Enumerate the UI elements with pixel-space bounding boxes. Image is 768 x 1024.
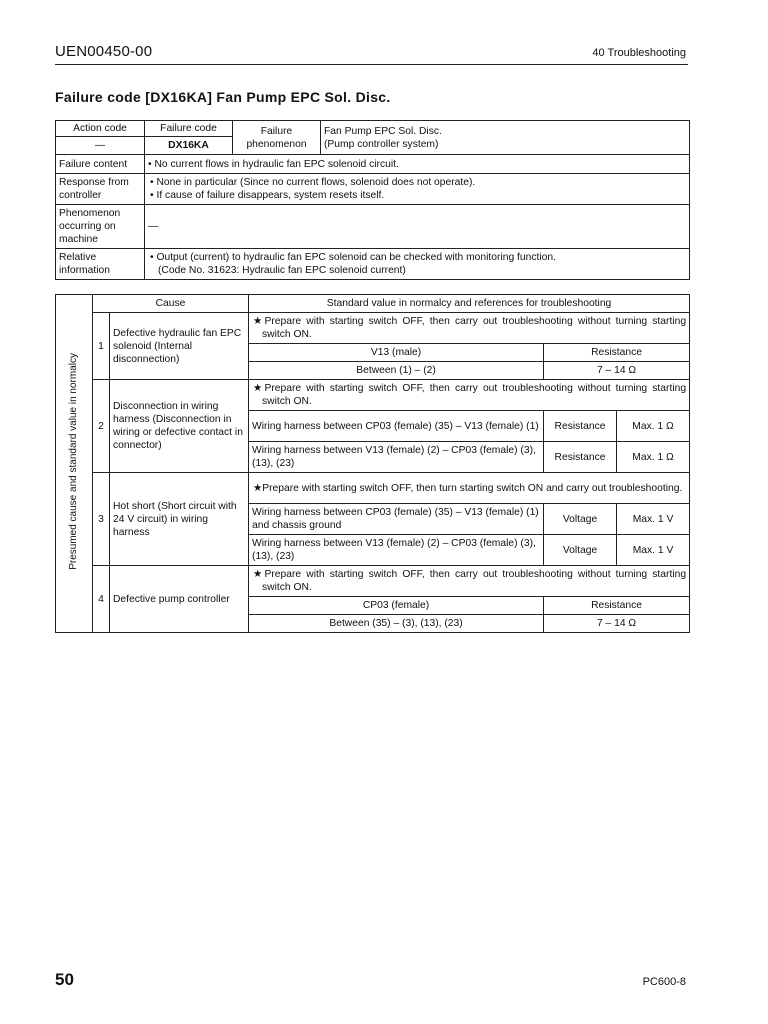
cause-description: Defective pump controller xyxy=(110,566,249,633)
relative-info-label: Relative information xyxy=(56,249,145,280)
check-item: Voltage xyxy=(544,504,617,535)
relative-line-1: • Output (current) to hydraulic fan EPC solenoid can be checked with monitoring function. xyxy=(150,252,556,263)
prep-note: ★Prepare with starting switch OFF, then carry out troubleshooting without turning starting switch ON. xyxy=(249,380,690,411)
failure-content-label: Failure content xyxy=(56,155,145,174)
standard-value: 7 – 14 Ω xyxy=(544,615,690,633)
header-rule xyxy=(55,64,688,65)
check-item: Resistance xyxy=(544,411,617,442)
prep-note: ★Prepare with starting switch OFF, then turn starting switch ON and carry out troubleshooting. xyxy=(249,473,690,504)
harness-check: Wiring harness between CP03 (female) (35) – V13 (female) (1) and chassis ground xyxy=(249,504,544,535)
standard-header: Standard value in normalcy and references for troubleshooting xyxy=(249,295,690,313)
phenomenon-line-2: (Pump controller system) xyxy=(324,138,439,150)
cause-number: 4 xyxy=(93,566,110,633)
standard-value: 7 – 14 Ω xyxy=(544,362,690,380)
check-item: Resistance xyxy=(544,442,617,473)
measurement-points: Between (1) – (2) xyxy=(249,362,544,380)
response-line-2: • If cause of failure disappears, system resets itself. xyxy=(150,190,385,201)
model-code: PC600-8 xyxy=(642,976,686,988)
resistance-header: Resistance xyxy=(544,344,690,362)
cause-number: 3 xyxy=(93,473,110,566)
page-number: 50 xyxy=(55,970,74,989)
prep-note: ★Prepare with starting switch OFF, then carry out troubleshooting without turning starting switch ON. xyxy=(249,566,690,597)
failure-info-table xyxy=(55,120,690,280)
connector-header: CP03 (female) xyxy=(249,597,544,615)
section-title: 40 Troubleshooting xyxy=(592,47,686,59)
response-value xyxy=(145,174,690,205)
measurement-points: Between (35) – (3), (13), (23) xyxy=(249,615,544,633)
phenomenon-machine-value: — xyxy=(145,205,690,249)
cause-description: Hot short (Short circuit with 24 V circuit) in wiring harness xyxy=(110,473,249,566)
cause-header: Cause xyxy=(93,295,249,313)
check-value: Max. 1 Ω xyxy=(617,411,690,442)
phenomenon-machine-label: Phenomenon occurring on machine xyxy=(56,205,145,249)
response-line-1: • None in particular (Since no current flows, solenoid does not operate). xyxy=(150,177,476,188)
check-value: Max. 1 V xyxy=(617,504,690,535)
response-label: Response from controller xyxy=(56,174,145,205)
check-value: Max. 1 Ω xyxy=(617,442,690,473)
relative-line-2: (Code No. 31623: Hydraulic fan EPC solenoid current) xyxy=(158,265,406,276)
harness-check: Wiring harness between V13 (female) (2) – CP03 (female) (3), (13), (23) xyxy=(249,442,544,473)
document-code: UEN00450-00 xyxy=(55,43,153,60)
phenomenon-line-1: Fan Pump EPC Sol. Disc. xyxy=(324,125,442,137)
harness-check: Wiring harness between CP03 (female) (35) – V13 (female) (1) xyxy=(249,411,544,442)
presumed-cause-side-label: Presumed cause and standard value in normalcy xyxy=(56,295,93,633)
harness-check: Wiring harness between V13 (female) (2) – CP03 (female) (3), (13), (23) xyxy=(249,535,544,566)
failure-phenomenon-value xyxy=(321,121,690,155)
check-value: Max. 1 V xyxy=(617,535,690,566)
check-item: Voltage xyxy=(544,535,617,566)
action-code-label: Action code xyxy=(56,121,145,137)
connector-header: V13 (male) xyxy=(249,344,544,362)
failure-code-label: Failure code xyxy=(145,121,233,137)
cause-table xyxy=(55,294,690,633)
cause-description: Defective hydraulic fan EPC solenoid (Internal disconnection) xyxy=(110,313,249,380)
resistance-header: Resistance xyxy=(544,597,690,615)
action-code-value: — xyxy=(56,137,145,155)
cause-number: 1 xyxy=(93,313,110,380)
page-title: Failure code [DX16KA] Fan Pump EPC Sol. Disc. xyxy=(55,89,391,105)
failure-phenomenon-label: Failure phenomenon xyxy=(233,121,321,155)
prep-note: ★Prepare with starting switch OFF, then carry out troubleshooting without turning starting switch ON. xyxy=(249,313,690,344)
cause-number: 2 xyxy=(93,380,110,473)
relative-info-value xyxy=(145,249,690,280)
failure-content-value: • No current flows in hydraulic fan EPC solenoid circuit. xyxy=(145,155,690,174)
failure-code-value: DX16KA xyxy=(145,137,233,155)
cause-description: Disconnection in wiring harness (Disconnection in wiring or defective contact in connector) xyxy=(110,380,249,473)
